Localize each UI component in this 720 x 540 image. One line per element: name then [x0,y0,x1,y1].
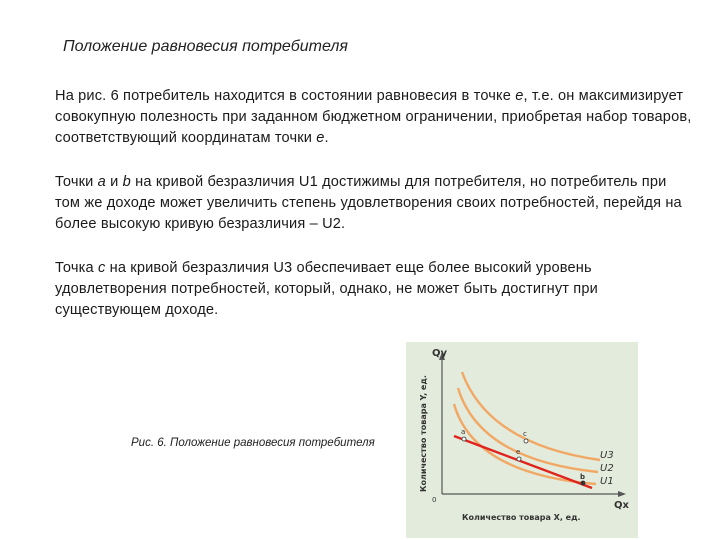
x-axis-label: Количество товара X, ед. [462,513,581,522]
point-c-ref: c [97,260,106,276]
x-axis-arrow [618,491,626,497]
equilibrium-figure [406,342,638,538]
budget-line [454,436,592,488]
paragraph-points-a-b: Точки a и b на кривой безразличия U1 достижимы для потребителя, но потребитель при том же доходе может увеличить степень удовлетворения своих потребностей, перейдя на более высокую кривую безразличия – U2. [55,174,682,232]
curve-label-u3: U3 [600,450,614,461]
slide-title: Положение равновесия потребителя [63,38,348,55]
curve-label-u2: U2 [600,463,614,474]
point-a-ref: a [97,174,106,190]
point-a-label: a [461,428,466,436]
point-a-marker [462,437,466,441]
point-b-marker [581,481,585,485]
equilibrium-diagram [406,342,638,538]
point-c-label: c [523,430,527,438]
point-b-label: b [580,473,586,481]
point-e-label: e [516,448,521,456]
origin-label: 0 [432,496,437,504]
point-c-marker [524,439,528,443]
y-axis-symbol: Qy [432,348,448,359]
paragraph-point-c: Точка c на кривой безразличия U3 обеспечивает еще более высокий уровень удовлетворения потребностей, который, однако, не может быть достигнут при существующем доходе. [55,260,598,318]
indifference-curve-u2 [458,388,598,472]
point-e-marker [517,457,521,461]
point-b-ref: b [122,174,131,190]
paragraph-equilibrium: На рис. 6 потребитель находится в состоянии равновесия в точке e, т.е. он максимизирует совокупную полезность при заданном бюджетном ограничении, приобретая набор товаров, соответствующий координатам точки e. [55,88,692,146]
x-axis-symbol: Qx [614,500,629,511]
y-axis-label: Количество товара Y, ед. [419,375,428,492]
curve-label-u1: U1 [600,476,614,487]
point-e-ref: e [316,130,325,146]
figure-caption: Рис. 6. Положение равновесия потребителя [131,437,375,449]
point-e-ref: e [515,88,524,104]
